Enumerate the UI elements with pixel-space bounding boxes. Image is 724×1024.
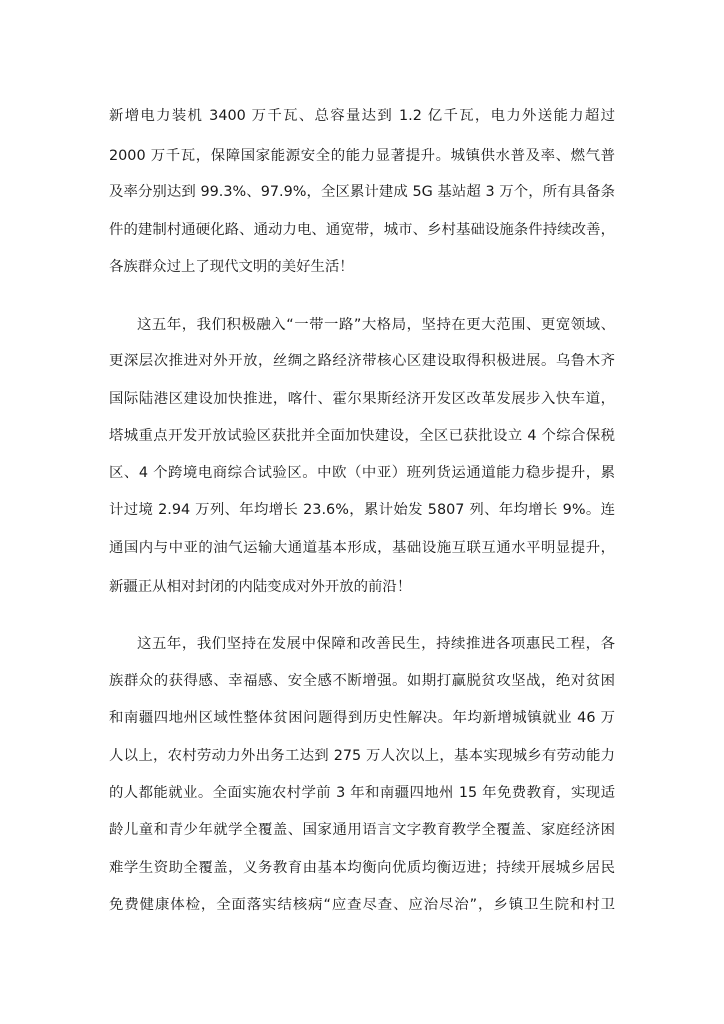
text-line: 塔城重点开发开放试验区获批并全面加快建设，全区已获批设立 4 个综合保税 <box>109 428 615 444</box>
paragraph-end-line: 新疆正从相对封闭的内陆变成对外开放的前沿！ <box>109 579 412 595</box>
text-line: 的人都能就业。全面实施农村学前 3 年和南疆四地州 15 年免费教育，实现适 <box>109 785 615 801</box>
text-line: 2000 万千瓦，保障国家能源安全的能力显著提升。城镇供水普及率、燃气普 <box>109 148 615 164</box>
paragraph-first-line: 这五年，我们坚持在发展中保障和改善民生，持续推进各项惠民工程，各 <box>137 636 615 652</box>
text-line: 和南疆四地州区域性整体贫困问题得到历史性解决。年均新增城镇就业 46 万 <box>109 710 615 726</box>
text-line: 族群众的获得感、幸福感、安全感不断增强。如期打赢脱贫攻坚战，绝对贫困 <box>109 673 615 689</box>
text-line: 难学生资助全覆盖，义务教育由基本均衡向优质均衡迈进；持续开展城乡居民 <box>109 860 615 876</box>
text-line: 件的建制村通硬化路、通动力电、通宽带，城市、乡村基础设施条件持续改善， <box>109 222 615 238</box>
text-line: 区、4 个跨境电商综合试验区。中欧（中亚）班列货运通道能力稳步提升，累 <box>109 465 615 481</box>
paragraph-first-line: 这五年，我们积极融入“一带一路”大格局，坚持在更大范围、更宽领域、 <box>137 317 615 333</box>
text-line: 及率分别达到 99.3%、97.9%，全区累计建成 5G 基站超 3 万个，所有具备条 <box>109 184 615 200</box>
text-line: 国际陆港区建设加快推进，喀什、霍尔果斯经济开发区改革发展步入快车道， <box>109 391 615 407</box>
text-line: 计过境 2.94 万列、年均增长 23.6%，累计始发 5807 列、年均增长 9%。连 <box>109 502 615 518</box>
text-line: 更深层次推进对外开放，丝绸之路经济带核心区建设取得积极进展。乌鲁木齐 <box>109 353 615 369</box>
paragraph-end-line: 各族群众过上了现代文明的美好生活！ <box>109 259 354 275</box>
text-line: 通国内与中亚的油气运输大通道基本形成，基础设施互联互通水平明显提升， <box>109 540 615 556</box>
text-line: 龄儿童和青少年就学全覆盖、国家通用语言文字教育教学全覆盖、家庭经济困 <box>109 822 615 838</box>
text-line: 人以上，农村劳动力外出务工达到 275 万人次以上，基本实现城乡有劳动能力 <box>109 748 615 764</box>
text-line: 免费健康体检，全面落实结核病“应查尽查、应治尽治”，乡镇卫生院和村卫 <box>109 897 615 913</box>
text-line: 新增电力装机 3400 万千瓦、总容量达到 1.2 亿千瓦，电力外送能力超过 <box>109 108 615 124</box>
